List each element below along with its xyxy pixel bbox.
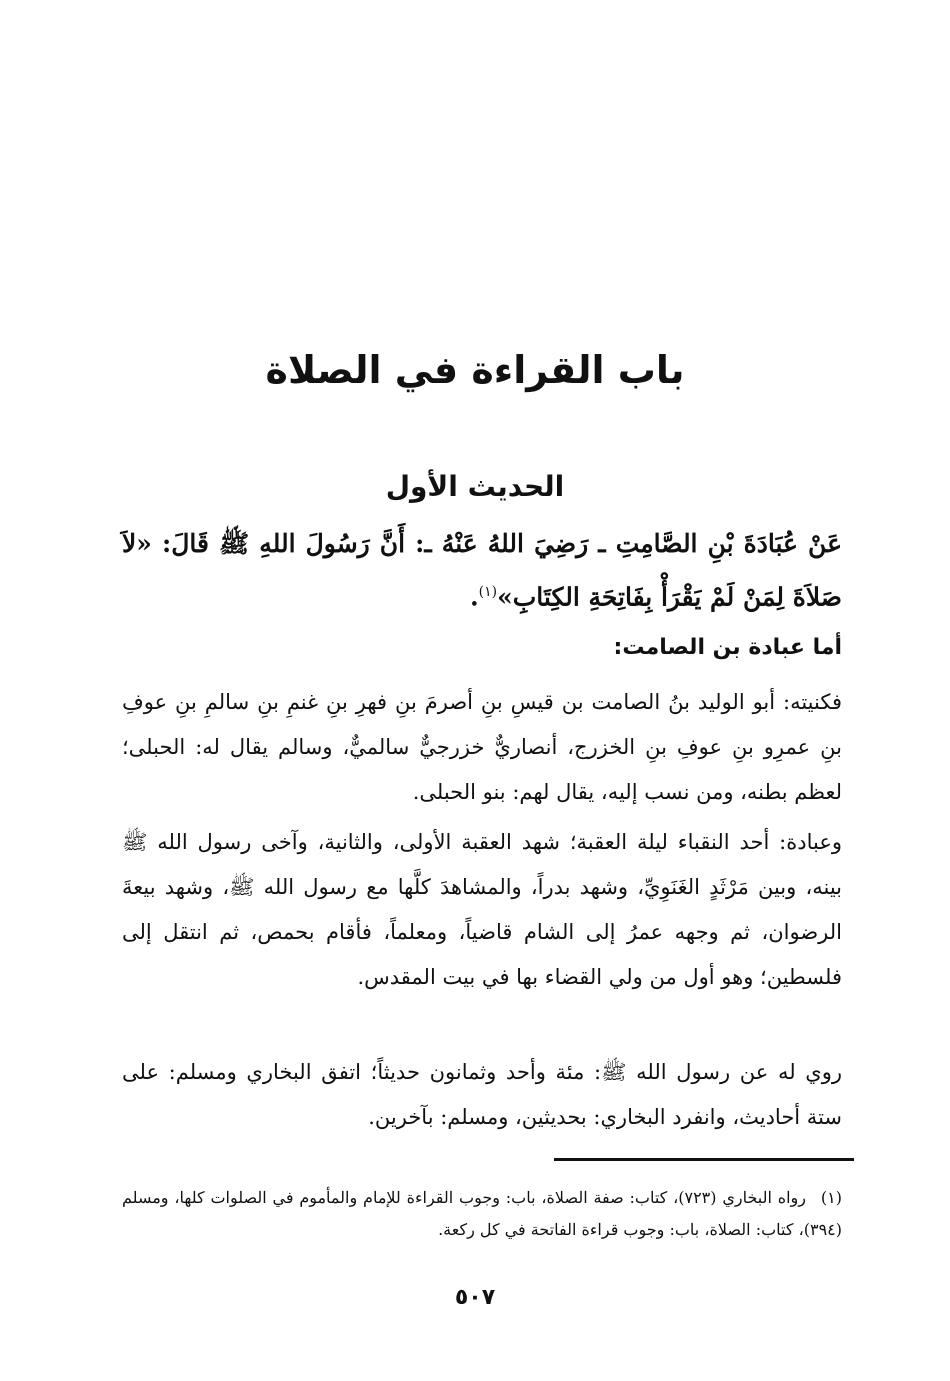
hadith-matn: عَنْ عُبَادَةَ بْنِ الصَّامِتِ ـ رَضِيَ اللهُ عَنْهُ ـ: أَنَّ رَسُولَ اللهِ ﷺ قَالَ: «لاَ صَلاَةَ لِمَنْ لَمْ يَقْرَأْ بِفَاتِحَةِ الكِتَابِ»	[122, 529, 842, 612]
paragraph-narrations: روي له عن رسول الله ﷺ: مئة وأحد وثمانون حديثاً؛ اتفق البخاري ومسلم: على ستة أحاديث، وانفرد البخاري: بحديثين، ومسلم: بآخرين.	[122, 1060, 842, 1129]
narrator-subheading: أما عبادة بن الصامت:	[613, 635, 842, 660]
page-number: ٥٠٧	[454, 1285, 496, 1310]
hadith-heading: الحديث الأول	[385, 470, 565, 503]
hadith-text	[122, 520, 842, 621]
footnote-text: رواه البخاري (٧٢٣)، كتاب: صفة الصلاة، باب: وجوب القراءة للإمام والمأموم في الصلوات كلها، ومسلم (٣٩٤)، كتاب: الصلاة، باب: وجوب قراءة الفاتحة في كل ركعة.	[122, 1188, 842, 1239]
footnote-reference[interactable]: (١)	[478, 584, 498, 600]
footnote-divider	[554, 1158, 854, 1161]
chapter-title: باب القراءة في الصلاة	[265, 348, 685, 392]
paragraph-kunya: فكنيته: أبو الوليد بنُ الصامت بن قيسِ بنِ أصرمَ بنِ فهرِ بنِ غنمِ بنِ سالمِ بنِ عوفِ بنِ عمرِو بنِ عوفِ بنِ الخزرج، أنصاريٌّ خزرجيٌّ سالميٌّ، وسالم يقال له: الحبلى؛ لعظم بطنه، ومن نسب إليه، يقال لهم: بنو الحبلى.	[122, 690, 842, 804]
footnote	[122, 1182, 842, 1246]
paragraph-biography: وعبادة: أحد النقباء ليلة العقبة؛ شهد العقبة الأولى، والثانية، وآخى رسول الله ﷺ بينه، وبين مَرْثَدٍ الغَنَوِيِّ، وشهد بدراً، والمشاهدَ كلَّها مع رسول الله ﷺ، وشهد بيعةَ الرضوان، ثم وجهه عمرُ إلى الشام قاضياً، ومعلماً، فأقام بحمص، ثم انتقل إلى فلسطين؛ وهو أول من ولي القضاء بها في بيت المقدس.	[122, 830, 842, 989]
hadith-end-mark: .	[469, 582, 479, 612]
footnote-number: (١)	[820, 1188, 842, 1207]
